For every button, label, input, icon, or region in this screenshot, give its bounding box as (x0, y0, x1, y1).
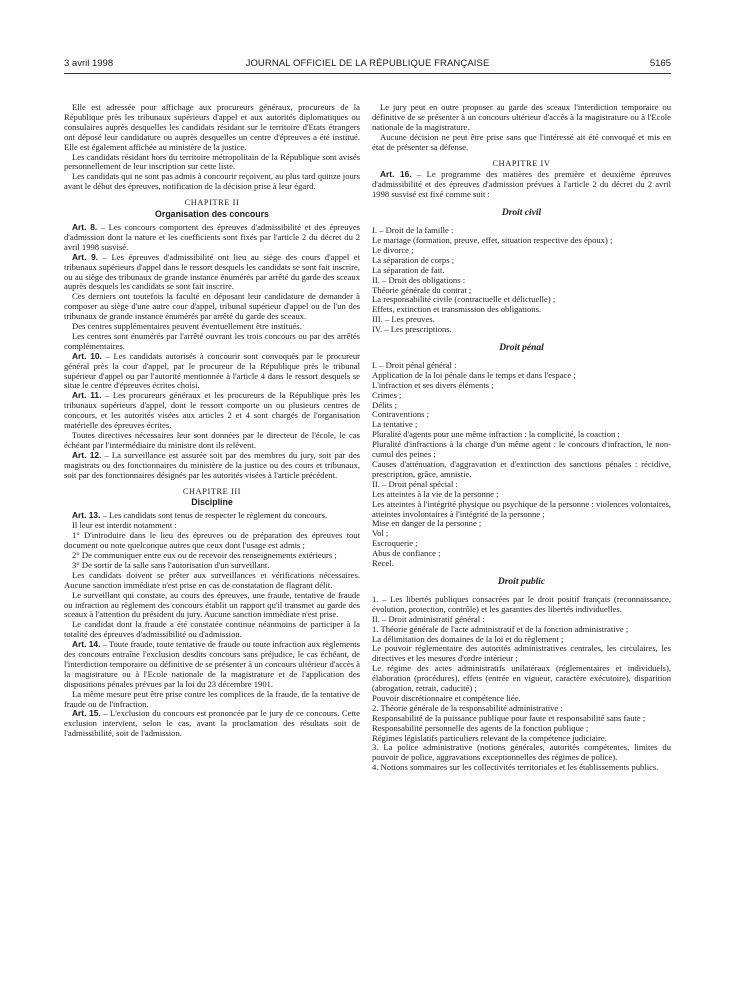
list-item: Délits ; (372, 399, 398, 410)
list-item: Effets, extinction et transmission des obligations. (372, 304, 542, 315)
list-item: 3. La police administrative (notions générales, autorités compétentes, limites du pouvoir de police, aggravations exceptionnelles des régimes de police). (372, 742, 671, 763)
list-item: La tentative ; (372, 419, 418, 430)
chapter-heading: CHAPITRE II (184, 198, 240, 208)
article-text: – Les candidats sont tenus de respecter le règlement du concours. (100, 510, 328, 521)
list-item: 4. Notions sommaires sur les collectivités territoriales et les établissements publics. (372, 762, 659, 773)
left-column (64, 103, 360, 739)
paragraph: Les candidats qui ne sont pas admis à concourir reçoivent, au plus tard quinze jours avant le début des épreuves, notification de la décision prise à leur égard. (64, 171, 360, 192)
paragraph: 2° De communiquer entre eux ou de recevoir des renseignements extérieurs ; (72, 549, 337, 560)
list-item: Pluralité d'infractions à la charge d'un même agent : le concours d'infraction, le non-cumul des peines ; (372, 439, 671, 460)
list-item: II. – Droit des obligations : (372, 274, 466, 285)
article-label: Art. 15. (72, 708, 101, 719)
chapter-heading: CHAPITRE III (182, 486, 242, 496)
header-rule (64, 73, 671, 74)
list-item: 1. – Les libertés publiques consacrées par le droit positif français (reconnaissance, évolution, protection, contrôle) et les garanties des libertés individuelles. (372, 593, 671, 614)
article-label: Art. 8. (72, 221, 98, 232)
list-item: Application de la loi pénale dans le temps et dans l'espace ; (372, 369, 576, 380)
article-text: – L'exclusion du concours est prononcée par le jury de ce concours. Cette exclusion intervient, selon le cas, avant la proclamation des résultats soit de l'admissibilité, soit de l'admission. (64, 708, 360, 739)
article-label: Art. 11. (72, 390, 102, 401)
list-item: Régimes législatifs particuliers relevant de la compétence judiciaire. (372, 732, 607, 743)
list-item: Les atteintes à la vie de la personne ; (372, 488, 499, 499)
article-15 (64, 709, 360, 739)
list-item: Contraventions ; (372, 409, 430, 420)
paragraph: Toutes directives nécessaires leur sont données par le directeur de l'école, le cas échéant par l'intermédiaire du ministre dont ils relèvent. (64, 430, 360, 450)
article-text: – Les procureurs généraux et les procureurs de la République près les tribunaux supérieurs d'appel, dont le ressort comporte un ou plusieurs centres de concours, et les autorités visées aux articles 2 et 4 sont chargés de l'organisation matérielle des épreuves écrites. (64, 390, 361, 431)
list-item: II. – Droit administratif général : (372, 613, 485, 624)
paragraph: Les candidats résidant hors du territoire métropolitain de la République sont avisés personnellement de leur inscription sur cette liste. (64, 151, 360, 172)
article-label: Art. 9. (72, 251, 99, 262)
list-item: I. – Droit de la famille : (372, 225, 454, 236)
chapter-title: Discipline (191, 497, 233, 508)
paragraph: Le surveillant qui constate, au cours des épreuves, une fraude, tentative de fraude ou infraction au règlement des concours établit un rapport qu'il transmet au garde des sceaux à l'attention du président du jury. Aucune sanction immédiate n'est prise. (64, 589, 360, 620)
article-9 (64, 253, 360, 293)
article-11 (64, 391, 360, 431)
list-item: Les atteintes à l'intégrité physique ou psychique de la personne : violences volontaires, atteintes involontaires à l'intégrité de la personne ; (372, 498, 671, 519)
droit-public-list (372, 595, 671, 773)
list-item: 1. Théorie générale de l'acte administratif et de la fonction administrative ; (372, 623, 629, 634)
article-label: Art. 10. (72, 350, 102, 361)
paragraph: Le jury peut en outre proposer au garde des sceaux l'interdiction temporaire ou définitive de se présenter à un concours ultérieur d'accès à la magistrature ou à l'Ecole nationale de la magistrature. (372, 102, 671, 132)
article-10 (64, 352, 360, 392)
list-item: La séparation de corps ; (372, 254, 455, 265)
list-item: II. – Droit pénal spécial : (372, 478, 458, 489)
list-item: 2. Théorie générale de la responsabilité administrative : (372, 702, 563, 713)
article-text: – Les concours comportent des épreuves d'admissibilité et des épreuves d'admission dont la nature et les coefficients sont fixés par l'article 2 du décret du 2 avril 1998 susvisé. (64, 221, 360, 252)
list-item: Le régime des actes administratifs unilatéraux (réglementaires et individuels), élaboration (procédures), effets (entrée en vigueur, caractère exécutoire), disparition (abrogation, retrait, caducité) ; (372, 663, 671, 694)
article-8 (64, 223, 360, 253)
paragraph: Le candidat dont la fraude a été constatée continue néanmoins de participer à la totalité des épreuves d'admissibilité ou d'admission. (64, 619, 360, 640)
list-item: IV. – Les prescriptions. (372, 324, 452, 335)
article-label: Art. 16. (380, 169, 412, 180)
list-item: I. – Droit pénal général : (372, 359, 457, 370)
paragraph: Il leur est interdit notamment : (72, 520, 177, 531)
list-item: Vol ; (372, 528, 389, 539)
section-title-droit-civil: Droit civil (501, 208, 542, 219)
paragraph: Des centres supplémentaires peuvent éventuellement être institués. (72, 321, 302, 332)
section-title-droit-public: Droit public (497, 576, 546, 587)
article-12 (64, 451, 360, 481)
list-item: Crimes ; (372, 389, 402, 400)
right-column (372, 103, 671, 773)
article-label: Art. 14. (72, 639, 101, 650)
list-item: La responsabilité civile (contractuelle et délictuelle) ; (372, 294, 556, 305)
paragraph: La même mesure peut être prise contre les complices de la fraude, de la tentative de fraude ou de l'infraction. (64, 688, 360, 709)
article-text: – Les épreuves d'admissibilité ont lieu au siège des cours d'appel et tribunaux supérieurs d'appel dans le ressort desquels les candidats se sont fait inscrire, ou au siège des tribunaux de grande instance énumérés par arrêté du garde des sceaux auprès desquels les candidats se sont fait inscrire. (64, 251, 360, 292)
article-label: Art. 13. (72, 510, 101, 521)
list-item: La séparation de fait. (372, 264, 445, 275)
list-item: Escroquerie ; (372, 538, 418, 549)
paragraph: Les centres sont énumérés par l'arrêté ouvrant les trois concours ou par des arrêtés complémentaires. (64, 330, 360, 351)
paragraph: Elle est adressée pour affichage aux procureurs généraux, procureurs de la République près les tribunaux supérieurs d'appel et aux autorités diplomatiques ou consulaires auprès desquelles les candidats résidant sur le territoire d'Etats étrangers ont déposé leur candidature ou auprès desquelles un centre d'épreuves a été institué. Elle est également affichée au ministère de la justice. (64, 102, 360, 152)
list-item: Abus de confiance ; (372, 548, 441, 559)
list-item: Le mariage (formation, preuve, effet, situation respective des époux) ; (372, 234, 613, 245)
list-item: L'infraction et ses divers éléments ; (372, 379, 494, 390)
page-header (64, 58, 671, 72)
list-item: Responsabilité personnelle des agents de la fonction publique ; (372, 722, 589, 733)
paragraph: 3° De sortir de la salle sans l'autorisation d'un surveillant. (72, 559, 270, 570)
article-text: – La surveillance est assurée soit par des membres du jury, soit par des magistrats ou des fonctionnaires du ministère de la justice ou des cours et tribunaux, soit par des fonctionnaires désignés par les autorités visées à l'article précédent. (64, 449, 360, 480)
paragraph: Aucune décision ne peut être prise sans que l'intéressé ait été convoqué et mis en état de présenter sa défense. (372, 131, 671, 152)
article-text: – Toute fraude, toute tentative de fraude ou toute infraction aux règlements des concours entraîne l'exclusion desdits concours sans préjudice, le cas échéant, de l'interdiction temporaire ou définitive de se présenter à un concours ultérieur d'accès à la magistrature ou à l'Ecole nationale de la magistrature et de l'application des dispositions pénales prévues par la loi du 23 décembre 1901. (64, 639, 360, 689)
header-date: 3 avril 1998 (64, 58, 114, 69)
chapter-heading: CHAPITRE IV (492, 158, 551, 168)
list-item: Pouvoir discrétionnaire et compétence liée. (372, 692, 521, 703)
list-item: Le divorce ; (372, 244, 414, 255)
paragraph: Ces derniers ont toutefois la faculté en déposant leur candidature de demander à composer au siège d'une autre cour d'appel, tribunal supérieur d'appel ou de l'un des tribunaux de grande instance énumérés par arrêté du garde des sceaux. (64, 291, 360, 322)
list-item: La délimitation des domaines de la loi et du règlement ; (372, 633, 564, 644)
article-14 (64, 640, 360, 690)
droit-penal-list (372, 361, 671, 569)
article-text: – Le programme des matières des première et deuxième épreuves d'admissibilité et des épreuves d'admission prévues à l'article 2 du décret du 2 avril 1998 susvisé est fixé comme suit : (372, 169, 671, 200)
list-item: Mise en danger de la personne ; (372, 518, 482, 529)
list-item: III. – Les preuves. (372, 314, 435, 325)
list-item: Responsabilité de la puissance publique pour faute et responsabilité sans faute ; (372, 712, 646, 723)
article-label: Art. 12. (72, 449, 102, 460)
droit-civil-list (372, 226, 671, 335)
list-item: Causes d'atténuation, d'aggravation et d'extinction des sanctions pénales : récidive, prescription, grâce, amnistie. (372, 459, 671, 479)
article-16 (372, 170, 671, 200)
journal-title: JOURNAL OFFICIEL DE LA RÉPUBLIQUE FRANÇAISE (245, 58, 490, 69)
chapter-title: Organisation des concours (155, 209, 269, 220)
paragraph: 1° D'introduire dans le lieu des épreuves ou de préparation des épreuves tout document ou note quelconque autres que ceux dont l'usage est admis ; (64, 530, 360, 551)
article-text: – Les candidats autorisés à concourir sont convoqués par le procureur général près la cour d'appel, par le procureur de la République près le tribunal supérieur d'appel ou par l'autorité mentionnée à l'article 4 dans le ressort desquels se situe le centre d'épreuves écrites choisi. (64, 350, 360, 391)
list-item: Théorie générale du contrat ; (372, 284, 472, 295)
section-title-droit-penal: Droit pénal (499, 343, 544, 354)
page-number: 5165 (649, 58, 671, 69)
list-item: Recel. (372, 558, 394, 569)
list-item: Le pouvoir réglementaire des autorités administratives centrales, les circulaires, les directives et les mesures d'ordre intérieur ; (372, 643, 671, 664)
paragraph: Les candidats doivent se prêter aux surveillances et vérifications nécessaires. Aucune sanction immédiate n'est prise en cas de constatation de flagrant délit. (64, 569, 360, 590)
list-item: Pluralité d'agents pour une même infraction : la complicité, la coaction ; (372, 429, 620, 440)
